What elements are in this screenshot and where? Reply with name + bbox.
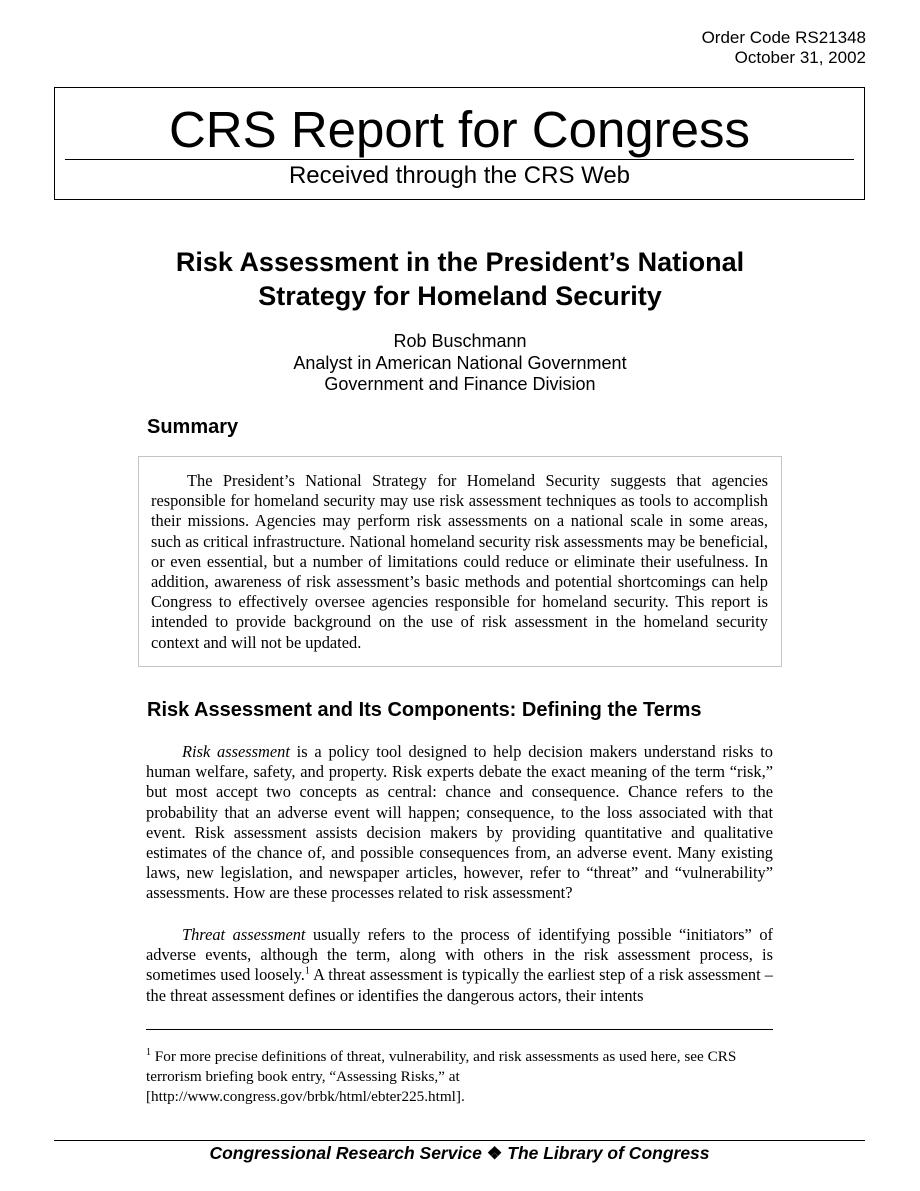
report-title-line1: Risk Assessment in the President’s National: [175, 247, 745, 277]
page-footer: [54, 1142, 865, 1164]
report-title: [120, 245, 800, 313]
summary-text: The President’s National Strategy for Homeland Security suggests that agencies responsible for homeland security may use risk assessment techniques as tools to accomplish their missions. Agencies may perform risk assessments on a national scale in some areas, such as critical infrastructure. National homeland security risk assessments may be beneficial, or even essential, but a number of limitations could reduce or eliminate their usefulness. In addition, awareness of risk assessment’s basic methods and potential shortcomings can help Congress to effectively oversee agencies responsible for homeland security. This report is intended to provide background on the use of risk assessment in the homeland security context and will not be updated.: [151, 471, 768, 652]
footnote: $^1$ For more precise definitions of threat, vulnerability, and risk assessments as used here, see CRS terrorism briefing book entry, “Assessing Risks,” at [http://www.congress.gov/brbk/html/ebter225.html].: [146, 1046, 737, 1105]
footnote-url[interactable]: [http://www.congress.gov/brbk/html/ebter225.html].: [146, 1088, 465, 1105]
footnote-divider: [146, 1029, 773, 1030]
body-paragraph-1: Risk assessment is a policy tool designed to help decision makers understand risks to human welfare, safety, and property. Risk experts debate the exact meaning of the term “risk,” but most accept two concepts as central: chance and consequence. Chance refers to the probability that an adverse event will happen; consequence, to the loss associated with that event. Risk assessment assists decision makers by providing quantitative and qualitative estimates of the chance of, and possible consequences from, an adverse event. Many existing laws, new legislation, and newspaper articles, however, refer to “threat” and “vulnerability” assessments. How are these processes related to risk assessment?: [146, 742, 773, 903]
report-date: October 31, 2002: [734, 48, 866, 67]
footer-loc: The Library of Congress: [507, 1143, 710, 1163]
order-info: [702, 28, 866, 68]
term-threat-assessment: Threat assessment: [182, 925, 306, 944]
footnote-number: 1: [146, 1046, 151, 1058]
author-block: [120, 331, 800, 396]
banner-divider: [65, 159, 854, 160]
crs-banner: [54, 87, 865, 200]
banner-subtitle: Received through the CRS Web: [288, 162, 631, 189]
body-paragraph-2: Threat assessment usually refers to the process of identifying possible “initiators” of adverse events, although the term, along with others in the risk assessment process, is sometimes used loosely.$^1$ A threat assessment is typically the earliest step of a risk assessment – the threat assessment defines or identifies the dangerous actors, their intents: [146, 925, 774, 1005]
order-code: Order Code RS21348: [701, 28, 866, 47]
banner-title: CRS Report for Congress: [168, 101, 751, 158]
term-risk-assessment: Risk assessment: [182, 742, 290, 761]
footnote-ref[interactable]: 1: [304, 965, 310, 977]
diamond-ornament-icon: ❖: [486, 1143, 503, 1163]
report-title-line2: Strategy for Homeland Security: [258, 281, 662, 311]
footer-divider: [54, 1140, 865, 1141]
author-name: Rob Buschmann: [393, 331, 527, 351]
author-title: Analyst in American National Government: [293, 352, 627, 373]
footer-crs: Congressional Research Service: [209, 1143, 482, 1163]
summary-heading: Summary: [147, 416, 239, 438]
author-division: Government and Finance Division: [324, 374, 596, 394]
section-heading: Risk Assessment and Its Components: Defining the Terms: [147, 699, 702, 721]
